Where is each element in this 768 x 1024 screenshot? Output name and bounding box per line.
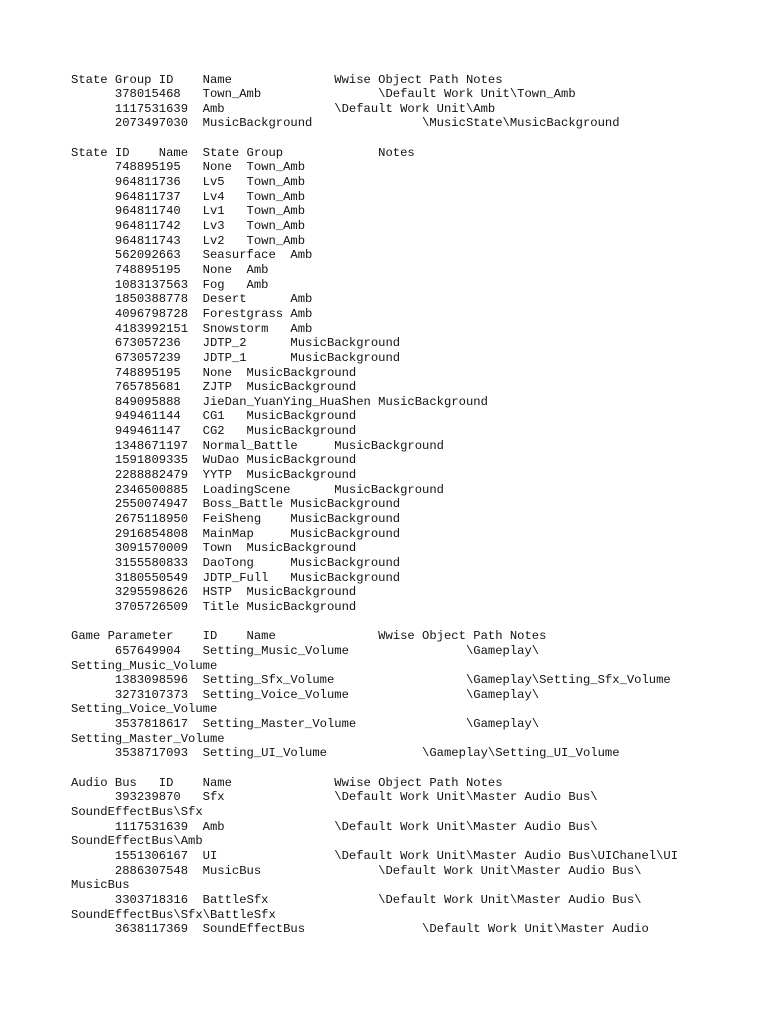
text-line: 2886307548 MusicBus \Default Work Unit\Master Audio Bus\	[71, 863, 642, 878]
text-line: 3538717093 Setting_UI_Volume \Gameplay\Setting_UI_Volume	[71, 746, 620, 761]
text-line: 2288882479 YYTP MusicBackground	[71, 468, 357, 483]
text-line: State Group ID Name Wwise Object Path Notes	[71, 72, 503, 87]
text-line: 2550074947 Boss_Battle MusicBackground	[71, 497, 401, 512]
text-line: 1591809335 WuDao MusicBackground	[71, 453, 357, 468]
text-line: 1117531639 Amb \Default Work Unit\Master Audio Bus\	[71, 819, 598, 834]
text-line: 765785681 ZJTP MusicBackground	[71, 380, 357, 395]
text-line: 748895195 None Amb	[71, 262, 269, 277]
text-line: 3705726509 Title MusicBackground	[71, 599, 357, 614]
text-line: 1083137563 Fog Amb	[71, 277, 269, 292]
text-line: 3295598626 HSTP MusicBackground	[71, 585, 357, 600]
text-line: 2346500885 LoadingScene MusicBackground	[71, 482, 444, 497]
text-line: 949461144 CG1 MusicBackground	[71, 409, 357, 424]
text-line: 673057236 JDTP_2 MusicBackground	[71, 336, 401, 351]
blank-line	[71, 761, 761, 776]
blank-line	[71, 131, 761, 146]
text-line: 3303718316 BattleSfx \Default Work Unit\Master Audio Bus\	[71, 892, 642, 907]
text-line: Setting_Music_Volume	[71, 658, 218, 673]
text-line: Setting_Voice_Volume	[71, 702, 218, 717]
text-line: 1551306167 UI \Default Work Unit\Master Audio Bus\UIChanel\UI	[71, 848, 679, 863]
text-line: 2916854808 MainMap MusicBackground	[71, 526, 401, 541]
text-line: 3273107373 Setting_Voice_Volume \Gameplay\	[71, 687, 540, 702]
text-line: 673057239 JDTP_1 MusicBackground	[71, 350, 401, 365]
text-line: Audio Bus ID Name Wwise Object Path Notes	[71, 775, 503, 790]
text-line: 964811743 Lv2 Town_Amb	[71, 233, 306, 248]
text-line: 1383098596 Setting_Sfx_Volume \Gameplay\Setting_Sfx_Volume	[71, 673, 671, 688]
text-line: Setting_Master_Volume	[71, 731, 225, 746]
text-line: 562092663 Seasurface Amb	[71, 248, 313, 263]
text-line: 3155580833 DaoTong MusicBackground	[71, 555, 401, 570]
text-line: SoundEffectBus\Sfx\BattleSfx	[71, 907, 276, 922]
text-line: SoundEffectBus\Sfx	[71, 805, 203, 819]
text-line: 1117531639 Amb \Default Work Unit\Amb	[71, 101, 496, 116]
text-line: 2675118950 FeiSheng MusicBackground	[71, 512, 401, 526]
text-line: 657649904 Setting_Music_Volume \Gameplay\	[71, 643, 540, 658]
text-line: 2073497030 MusicBackground \MusicState\MusicBackground	[71, 116, 620, 131]
text-line: SoundEffectBus\Amb	[71, 834, 203, 849]
text-line: MusicBus	[71, 878, 130, 893]
text-line: 4183992151 Snowstorm Amb	[71, 321, 313, 336]
blank-line	[71, 615, 761, 630]
text-line: 1348671197 Normal_Battle MusicBackground	[71, 438, 444, 453]
text-line: 748895195 None Town_Amb	[71, 160, 306, 175]
text-line: Game Parameter ID Name Wwise Object Path Notes	[71, 629, 547, 644]
text-line: 378015468 Town_Amb \Default Work Unit\Town_Amb	[71, 87, 576, 102]
text-line: 964811737 Lv4 Town_Amb	[71, 189, 306, 204]
text-line: 3638117369 SoundEffectBus \Default Work Unit\Master Audio	[71, 922, 649, 937]
text-line: 949461147 CG2 MusicBackground	[71, 424, 357, 439]
text-line: State ID Name State Group Notes	[71, 145, 415, 160]
text-line: 748895195 None MusicBackground	[71, 365, 357, 380]
text-line: 964811740 Lv1 Town_Amb	[71, 204, 306, 219]
text-line: 964811736 Lv5 Town_Amb	[71, 175, 306, 190]
text-line: 849095888 JieDan_YuanYing_HuaShen MusicBackground	[71, 394, 488, 409]
text-line: 964811742 Lv3 Town_Amb	[71, 219, 306, 233]
text-line: 1850388778 Desert Amb	[71, 292, 313, 307]
text-line: 3180550549 JDTP_Full MusicBackground	[71, 570, 401, 585]
text-line: 3537818617 Setting_Master_Volume \Gameplay\	[71, 717, 540, 732]
text-line: 3091570009 Town MusicBackground	[71, 541, 357, 556]
text-line: 393239870 Sfx \Default Work Unit\Master Audio Bus\	[71, 790, 598, 805]
text-line: 4096798728 Forestgrass Amb	[71, 306, 313, 321]
